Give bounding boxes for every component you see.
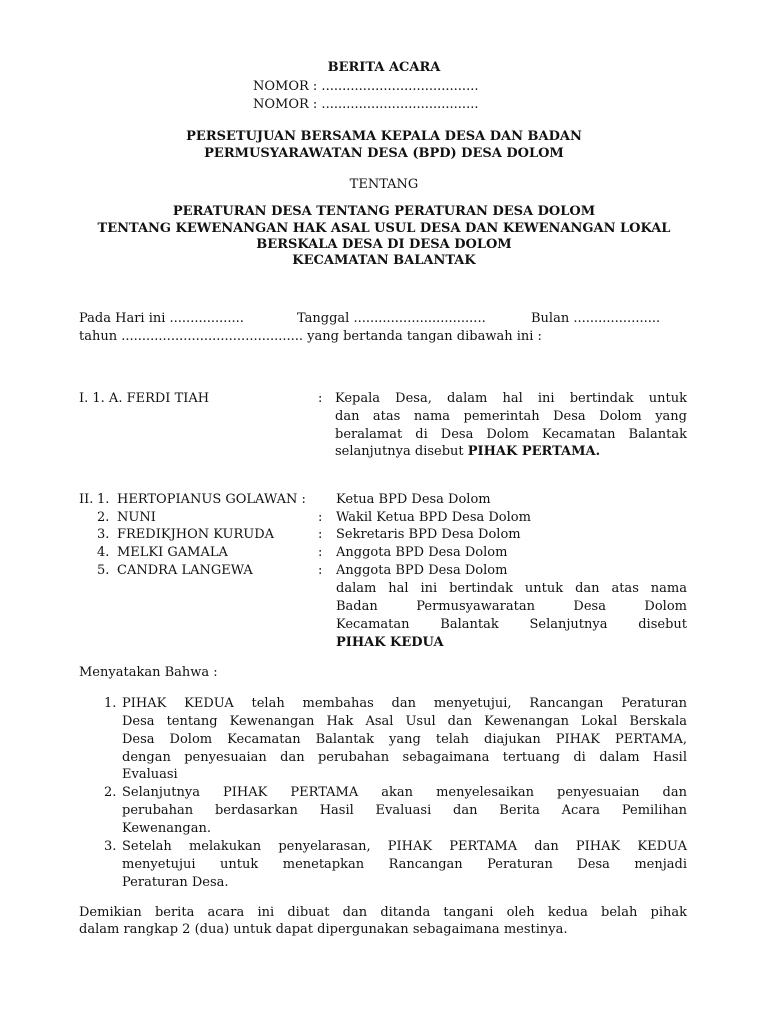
party2-prefix: II. <box>79 492 94 507</box>
subject-line-2: PERMUSYARAWATAN DESA (BPD) DESA DOLOM <box>204 146 564 161</box>
regulation-line-3: BERSKALA DESA DI DESA DOLOM <box>256 237 512 252</box>
opening-tanggal: Tanggal ................................ <box>297 311 486 326</box>
party2-member-4-colon: : <box>318 545 323 560</box>
statement-item-1-no: 1. <box>104 696 117 711</box>
party2-member-5-name: CANDRA LANGEWA <box>117 563 253 578</box>
closing-line-2: dalam rangkap 2 (dua) untuk dapat dipergunakan sebagaimana mestinya. <box>79 922 568 937</box>
party1-desc-line-1: Kepala Desa, dalam hal ini bertindak untuk <box>335 391 687 406</box>
statement-item-3-line-2: menyetujui untuk menetapkan Rancangan Peraturan Desa menjadi <box>122 857 687 872</box>
party2-member-1-no: 1. <box>97 492 110 507</box>
party2-member-2-no: 2. <box>97 510 110 525</box>
statement-item-1-line-3: Desa Dolom Kecamatan Balantak yang telah diajukan PIHAK PERTAMA, <box>122 732 687 747</box>
tentang-heading: TENTANG <box>349 177 419 192</box>
document-title: BERITA ACARA <box>327 60 441 75</box>
party2-member-1-role: Ketua BPD Desa Dolom <box>336 492 491 507</box>
party2-member-3-role: Sekretaris BPD Desa Dolom <box>336 527 521 542</box>
opening-hari: Pada Hari ini .................. <box>79 311 244 326</box>
regulation-line-4: KECAMATAN BALANTAK <box>292 253 476 268</box>
statement-item-3-no: 3. <box>104 839 117 854</box>
party2-member-4-no: 4. <box>97 545 110 560</box>
regulation-line-2: TENTANG KEWENANGAN HAK ASAL USUL DESA DAN KEWENANGAN LOKAL <box>97 221 671 236</box>
statement-item-1-line-1: PIHAK KEDUA telah membahas dan menyetujui, Rancangan Peraturan <box>122 696 687 711</box>
party1-name: I. 1. A. FERDI TIAH <box>79 391 210 406</box>
statement-item-1-line-5: Evaluasi <box>122 767 178 782</box>
party2-member-3-no: 3. <box>97 527 110 542</box>
regulation-line-1: PERATURAN DESA TENTANG PERATURAN DESA DOLOM <box>172 204 596 219</box>
party2-member-5-role: Anggota BPD Desa Dolom <box>336 563 508 578</box>
statement-intro: Menyatakan Bahwa : <box>79 665 218 680</box>
party2-member-4-role: Anggota BPD Desa Dolom <box>336 545 508 560</box>
opening-tahun: tahun ............................................ yang bertanda tangan dibawah ini : <box>79 329 542 344</box>
party2-desc-line-1: dalam hal ini bertindak untuk dan atas nama <box>336 581 687 596</box>
party1-alias: PIHAK PERTAMA. <box>467 444 601 459</box>
party2-member-5-colon: : <box>318 563 323 578</box>
party1-desc-line-3: beralamat di Desa Dolom Kecamatan Balantak <box>335 427 687 442</box>
statement-item-3-line-1: Setelah melakukan penyelarasan, PIHAK PERTAMA dan PIHAK KEDUA <box>122 839 687 854</box>
party2-desc-line-2: Badan Permusyawaratan Desa Dolom <box>336 599 687 614</box>
statement-item-1-line-4: dengan penyesuaian dan perubahan sebagaimana tertuang di dalam Hasil <box>122 750 687 765</box>
party2-member-2-role: Wakil Ketua BPD Desa Dolom <box>336 510 531 525</box>
party2-alias: PIHAK KEDUA <box>336 635 444 650</box>
nomor-line-1: NOMOR : ...................................... <box>253 79 479 94</box>
nomor-line-2: NOMOR : ...................................... <box>253 97 479 112</box>
party1-desc-line-4-text: selanjutnya disebut <box>335 444 468 459</box>
party2-member-1-name: HERTOPIANUS GOLAWAN : <box>117 492 306 507</box>
party2-member-3-name: FREDIKJHON KURUDA <box>117 527 275 542</box>
party2-member-2-name: NUNI <box>117 510 156 525</box>
statement-item-2-line-1: Selanjutnya PIHAK PERTAMA akan menyelesaikan penyesuaian dan <box>122 785 687 800</box>
statement-item-2-line-3: Kewenangan. <box>122 821 211 836</box>
party2-member-5-no: 5. <box>97 563 110 578</box>
closing-line-1: Demikian berita acara ini dibuat dan ditanda tangani oleh kedua belah pihak <box>79 905 687 920</box>
party2-member-2-colon: : <box>318 510 323 525</box>
statement-item-1-line-2: Desa tentang Kewenangan Hak Asal Usul dan Kewenangan Lokal Berskala <box>122 714 687 729</box>
statement-item-2-line-2: perubahan berdasarkan Hasil Evaluasi dan Berita Acara Pemilihan <box>122 803 687 818</box>
opening-bulan: Bulan ..................... <box>531 311 661 326</box>
party1-desc-line-4 <box>335 443 600 461</box>
party1-colon: : <box>318 391 323 406</box>
statement-item-3-line-3: Peraturan Desa. <box>122 875 229 890</box>
statement-item-2-no: 2. <box>104 785 117 800</box>
party1-desc-line-2: dan atas nama pemerintah Desa Dolom yang <box>335 409 687 424</box>
party2-member-3-colon: : <box>318 527 323 542</box>
subject-line-1: PERSETUJUAN BERSAMA KEPALA DESA DAN BADAN <box>186 129 582 144</box>
party2-desc-line-3: Kecamatan Balantak Selanjutnya disebut <box>336 617 687 632</box>
party2-member-4-name: MELKI GAMALA <box>117 545 228 560</box>
